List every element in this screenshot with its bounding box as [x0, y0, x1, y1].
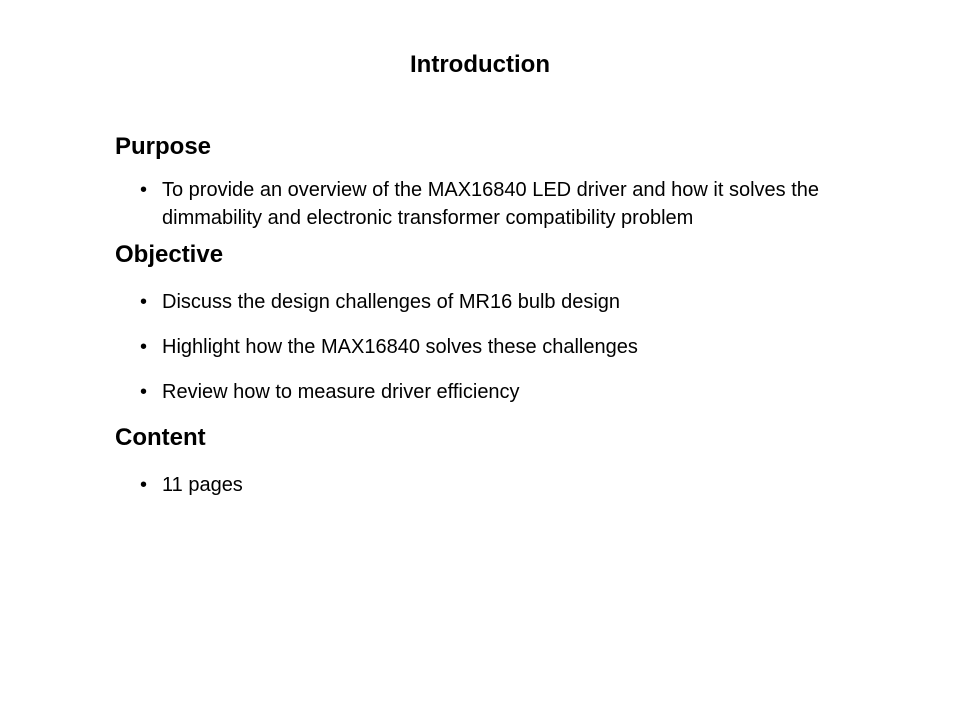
purpose-bullet-text: To provide an overview of the MAX16840 LED driver and how it solves the dimmability and electronic transformer compatibility problem: [162, 179, 820, 229]
purpose-bullet: [115, 176, 835, 232]
bullet-icon: •: [140, 474, 148, 496]
bullet-icon: •: [140, 291, 148, 313]
objective-bullet-list: [115, 288, 835, 406]
purpose-bullet-list: [115, 176, 835, 232]
objective-bullet-text: Review how to measure driver efficiency: [162, 381, 520, 403]
bullet-icon: •: [140, 179, 148, 201]
objective-bullet: [115, 333, 835, 361]
objective-bullet-text: Highlight how the MAX16840 solves these challenges: [162, 336, 638, 358]
bullet-icon: •: [140, 381, 148, 403]
content-bullet-list: [115, 471, 835, 499]
content-heading: Content: [115, 424, 206, 451]
slide-content: [115, 132, 835, 499]
content-bullet: [115, 471, 835, 499]
objective-bullet-text: Discuss the design challenges of MR16 bulb design: [162, 291, 621, 313]
objective-bullet: [115, 378, 835, 406]
objective-heading: Objective: [115, 241, 224, 268]
bullet-icon: •: [140, 336, 148, 358]
purpose-heading: Purpose: [115, 133, 212, 160]
objective-bullet: [115, 288, 835, 316]
content-bullet-text: 11 pages: [162, 474, 243, 496]
slide-title: Introduction: [410, 51, 550, 78]
